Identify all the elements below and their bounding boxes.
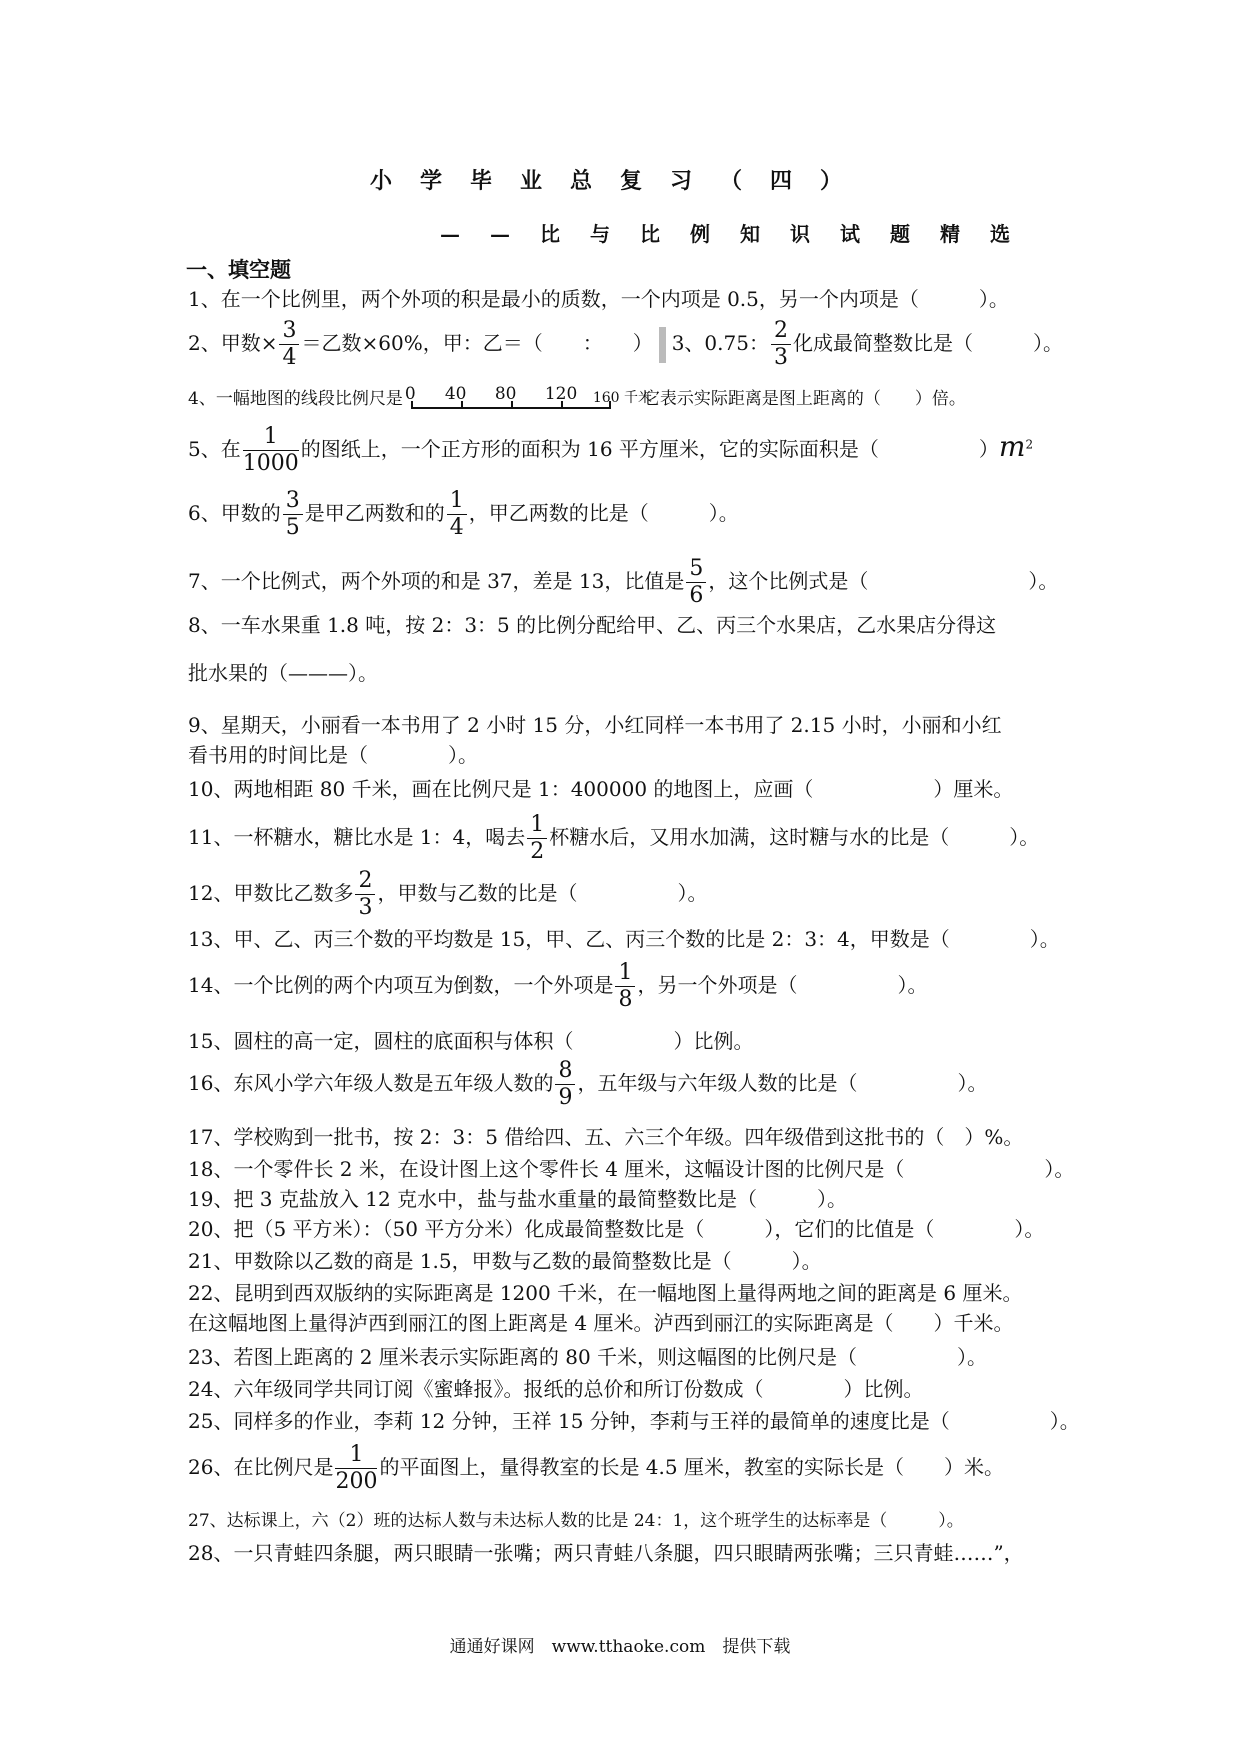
- page-title: 小学毕业总复习（四）: [369, 168, 870, 194]
- question-14: [188, 960, 1068, 1013]
- fraction-numerator: 5: [686, 556, 706, 583]
- fraction-denominator: 4: [449, 515, 464, 540]
- question-1: 1、在一个比例里，两个外项的积是最小的质数，一个内项是 0.5，另一个内项是（ ）。: [188, 287, 1009, 311]
- question-13: 13、甲、乙、丙三个数的平均数是 15，甲、乙、丙三个数的比是 2：3：4，甲数是（ ）。: [188, 927, 1060, 951]
- fraction-numerator: 1: [447, 488, 467, 515]
- fraction: [686, 556, 706, 609]
- margin-mark: [659, 327, 666, 363]
- fraction: [335, 1442, 377, 1495]
- scale-tick: [609, 401, 611, 409]
- question-4-text-b: 它表示实际距离是图上距离的（ ）倍。: [642, 389, 966, 409]
- question-5: [188, 424, 1068, 477]
- question-14-text-a: 14、一个比例的两个内项互为倒数，一个外项是: [188, 973, 614, 997]
- question-22-line-2: 在这幅地图上量得泸西到丽江的图上距离是 4 厘米。泸西到丽江的实际距离是（ ）千米。: [188, 1311, 1014, 1335]
- fraction-denominator: 4: [282, 345, 297, 370]
- scale-label: 160 千米: [592, 389, 652, 406]
- fraction: [283, 488, 303, 541]
- fraction-denominator: 3: [773, 345, 788, 370]
- unit-superscript: 2: [1025, 437, 1034, 452]
- question-12: [188, 868, 1068, 921]
- question-16-text-b: ，五年级与六年级人数的比是（ ）。: [577, 1071, 988, 1095]
- question-14-text-b: ，另一个外项是（ ）。: [637, 973, 928, 997]
- fraction-denominator: 3: [358, 895, 373, 920]
- question-11-text-b: 杯糖水后，又用水加满，这时糖与水的比是（ ）。: [549, 825, 1040, 849]
- scale-label: 0: [404, 383, 416, 404]
- question-8-line-1: 8、一车水果重 1.8 吨，按 2：3：5 的比例分配给甲、乙、丙三个水果店，乙水果店分得这: [188, 613, 997, 637]
- fraction: [771, 318, 791, 371]
- fraction: [447, 488, 467, 541]
- fraction: [355, 868, 375, 921]
- question-2-3: [188, 318, 1068, 371]
- question-7-text-b: ，这个比例式是（ ）。: [708, 569, 1059, 593]
- question-11-text-a: 11、一杯糖水，糖比水是 1：4，喝去: [188, 825, 526, 849]
- question-20: 20、把（5 平方米）：（50 平方分米）化成最简整数比是（ ），它们的比值是（ ）。: [188, 1217, 1045, 1241]
- page-subtitle: ——比与比例知识试题精选: [440, 222, 1040, 246]
- question-12-text-a: 12、甲数比乙数多: [188, 881, 354, 905]
- fraction-numerator: 1: [243, 424, 299, 451]
- question-2-text-a: 2、甲数×: [188, 331, 278, 355]
- fraction-numerator: 1: [615, 960, 635, 987]
- question-4: [188, 383, 1068, 413]
- question-16-text-a: 16、东风小学六年级人数是五年级人数的: [188, 1071, 554, 1095]
- question-23: 23、若图上距离的 2 厘米表示实际距离的 80 千米，则这幅图的比例尺是（ ）。: [188, 1345, 988, 1369]
- question-7-text-a: 7、一个比例式，两个外项的和是 37，差是 13，比值是: [188, 569, 685, 593]
- fraction-numerator: 2: [355, 868, 375, 895]
- question-8-line-2: 批水果的（———）。: [188, 661, 378, 685]
- scale-tick: [511, 401, 513, 409]
- question-2-text-b: ＝乙数×60%，甲：乙＝（ ： ）: [301, 331, 653, 355]
- question-22-line-1: 22、昆明到西双版纳的实际距离是 1200 千米，在一幅地图上量得两地之间的距离是 6 厘米。: [188, 1281, 1023, 1305]
- scale-label: 80: [494, 383, 517, 404]
- question-3-text-b: 化成最简整数比是（ ）。: [792, 331, 1063, 355]
- question-25: 25、同样多的作业，李莉 12 分钟，王祥 15 分钟，李莉与王祥的最简单的速度比是（ ）。: [188, 1409, 1080, 1433]
- question-3-text-a: 3、0.75：: [671, 331, 769, 355]
- scale-tick: [461, 401, 463, 409]
- fraction-numerator: 3: [283, 488, 303, 515]
- fraction-denominator: 5: [285, 515, 300, 540]
- question-7: [188, 556, 1068, 609]
- question-27: 27、达标课上，六（2）班的达标人数与未达标人数的比是 24：1，这个班学生的达标率是（ ）。: [188, 1511, 964, 1531]
- fraction: [615, 960, 635, 1013]
- question-4-text-a: 4、一幅地图的线段比例尺是: [188, 389, 403, 409]
- question-6-text-a: 6、甲数的: [188, 501, 281, 525]
- fraction-numerator: 2: [771, 318, 791, 345]
- question-6: [188, 488, 1068, 541]
- question-12-text-b: ，甲数与乙数的比是（ ）。: [377, 881, 708, 905]
- question-6-text-b: 是甲乙两数和的: [304, 501, 445, 525]
- question-11: [188, 812, 1068, 865]
- scale-tick: [561, 401, 563, 409]
- question-9-line-2: 看书用的时间比是（ ）。: [188, 743, 478, 767]
- fraction-numerator: 3: [279, 318, 299, 345]
- question-6-text-c: ，甲乙两数的比是（ ）。: [468, 501, 739, 525]
- scale-tick: [411, 401, 413, 409]
- fraction-denominator: 2: [530, 839, 545, 864]
- fraction-denominator: 1000: [242, 451, 299, 476]
- question-10: 10、两地相距 80 千米，画在比例尺是 1：400000 的地图上，应画（ ）厘米。: [188, 777, 1014, 801]
- line-scale: [403, 383, 652, 413]
- fraction: [527, 812, 547, 865]
- fraction: [279, 318, 299, 371]
- question-26-text-a: 26、在比例尺是: [188, 1455, 334, 1479]
- footer-credit: 通通好课网 www.tthaoke.com 提供下载: [449, 1637, 791, 1657]
- fraction-denominator: 200: [335, 1469, 378, 1494]
- question-26: [188, 1442, 1068, 1495]
- question-15: 15、圆柱的高一定，圆柱的底面积与体积（ ）比例。: [188, 1029, 754, 1053]
- fraction-denominator: 6: [689, 583, 704, 608]
- question-9-line-1: 9、星期天，小丽看一本书用了 2 小时 15 分，小红同样一本书用了 2.15 小时，小丽和小红: [188, 713, 1002, 737]
- question-16: [188, 1058, 1068, 1111]
- fraction: [243, 424, 299, 477]
- scale-label: 120: [544, 383, 578, 404]
- question-17: 17、学校购到一批书，按 2：3：5 借给四、五、六三个年级。四年级借到这批书的（ ）%。: [188, 1125, 1024, 1149]
- question-5-text-a: 5、在: [188, 437, 241, 461]
- section-heading: 一、填空题: [186, 257, 291, 282]
- question-19: 19、把 3 克盐放入 12 克水中，盐与盐水重量的最简整数比是（ ）。: [188, 1187, 848, 1211]
- question-21: 21、甲数除以乙数的商是 1.5，甲数与乙数的最简整数比是（ ）。: [188, 1249, 822, 1273]
- question-24: 24、六年级同学共同订阅《蜜蜂报》。报纸的总价和所订份数成（ ）比例。: [188, 1377, 924, 1401]
- scale-label: 40: [444, 383, 467, 404]
- question-18: 18、一个零件长 2 米，在设计图上这个零件长 4 厘米，这幅设计图的比例尺是（ ）。: [188, 1157, 1075, 1181]
- fraction: [555, 1058, 575, 1111]
- fraction-denominator: 9: [558, 1085, 573, 1110]
- fraction-numerator: 1: [527, 812, 547, 839]
- fraction-denominator: 8: [618, 987, 633, 1012]
- question-5-text-b: 的图纸上，一个正方形的面积为 16 平方厘米，它的实际面积是（ ）: [300, 437, 999, 461]
- question-26-text-b: 的平面图上，量得教室的长是 4.5 厘米，教室的实际长是（ ）米。: [379, 1455, 1004, 1479]
- question-28: 28、一只青蛙四条腿，两只眼睛一张嘴；两只青蛙八条腿，四只眼睛两张嘴；三只青蛙……”，: [188, 1541, 1024, 1565]
- unit-m: m: [998, 430, 1026, 463]
- fraction-numerator: 8: [555, 1058, 575, 1085]
- fraction-numerator: 1: [335, 1442, 377, 1469]
